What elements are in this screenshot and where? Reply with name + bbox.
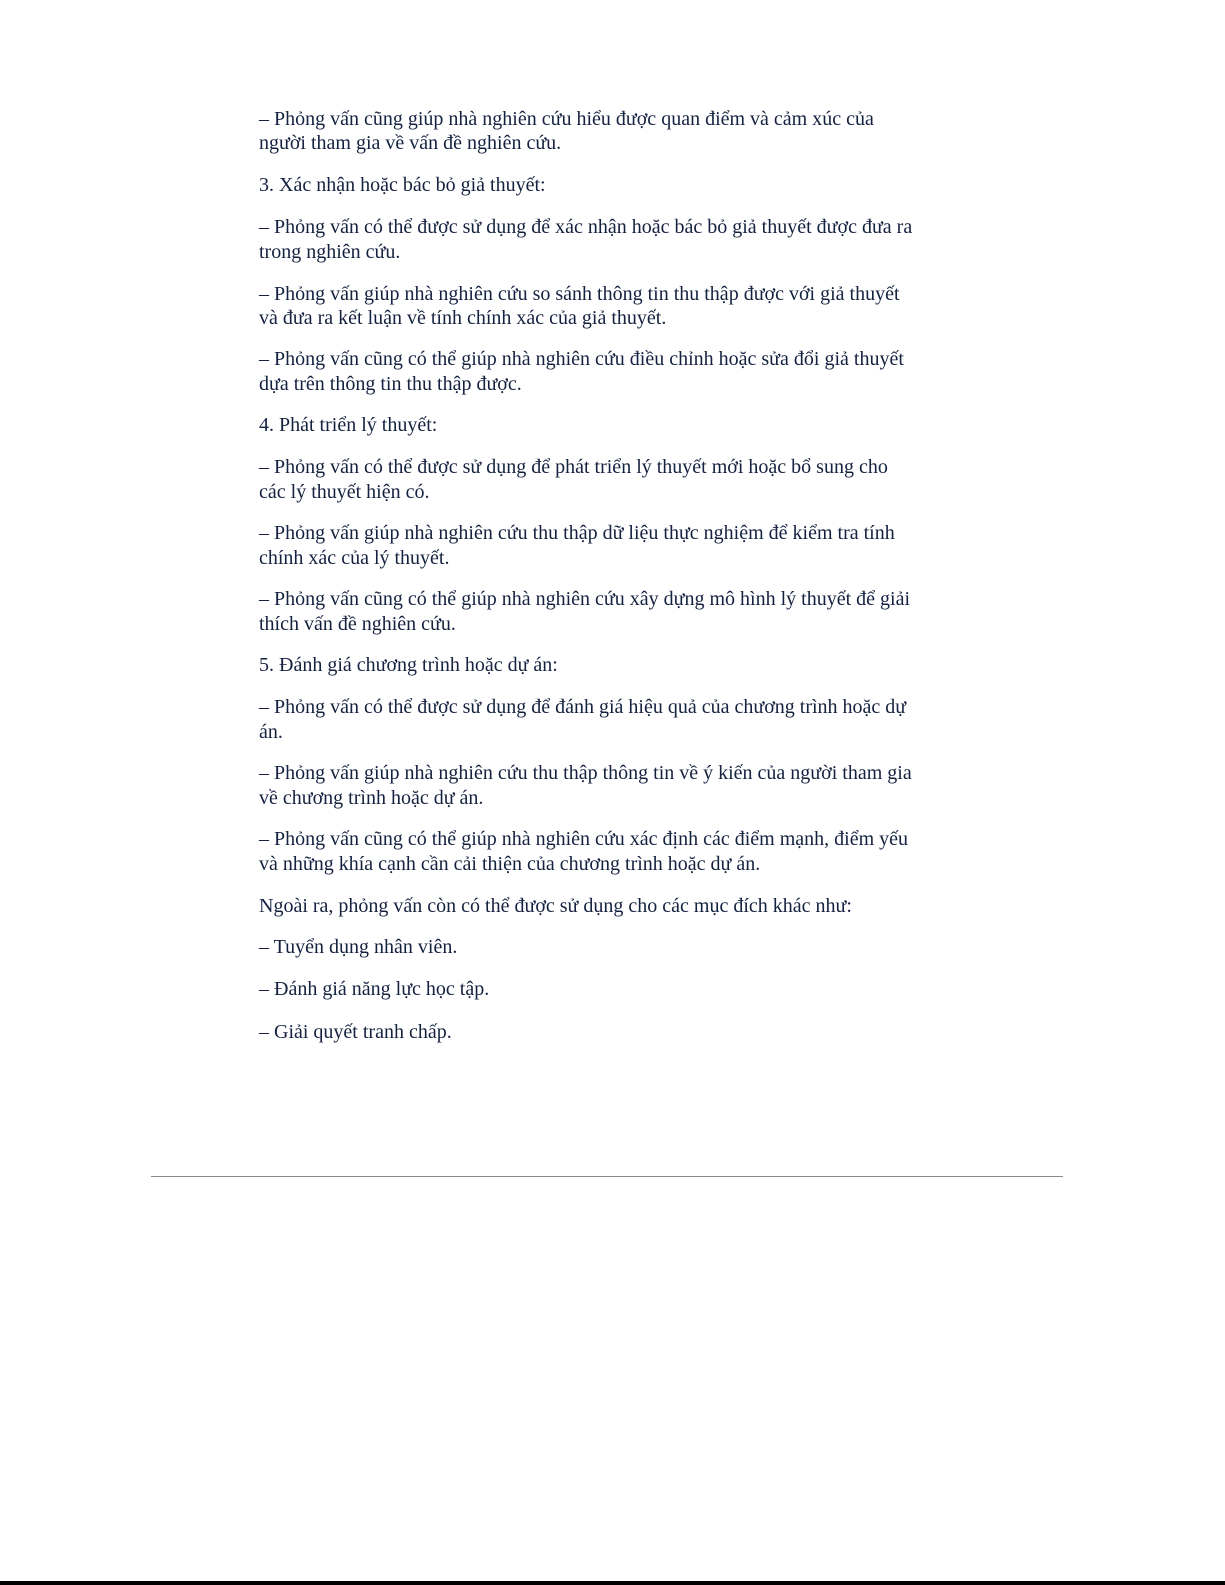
text-line: – Phỏng vấn có thể được sử dụng để đánh giá hiệu quả của chương trình hoặc dự <box>259 696 907 718</box>
text-line: – Phỏng vấn giúp nhà nghiên cứu thu thập thông tin về ý kiến của người tham gia <box>259 762 912 784</box>
text-line: dựa trên thông tin thu thập được. <box>259 373 522 395</box>
text-line: – Phỏng vấn giúp nhà nghiên cứu thu thập dữ liệu thực nghiệm để kiểm tra tính <box>259 522 895 544</box>
text-line: về chương trình hoặc dự án. <box>259 787 484 809</box>
section-heading: 5. Đánh giá chương trình hoặc dự án: <box>259 654 558 676</box>
section-heading: 4. Phát triển lý thuyết: <box>259 414 438 436</box>
text-line: trong nghiên cứu. <box>259 241 401 263</box>
text-line: chính xác của lý thuyết. <box>259 547 450 569</box>
text-line: Ngoài ra, phỏng vấn còn có thể được sử dụng cho các mục đích khác như: <box>259 895 852 917</box>
list-item: – Tuyển dụng nhân viên. <box>259 936 458 958</box>
text-line: – Phỏng vấn cũng có thể giúp nhà nghiên cứu điều chỉnh hoặc sửa đổi giả thuyết <box>259 348 904 370</box>
text-line: – Phỏng vấn cũng có thể giúp nhà nghiên cứu xây dựng mô hình lý thuyết để giải <box>259 588 911 610</box>
text-line: người tham gia về vấn đề nghiên cứu. <box>259 132 562 154</box>
text-line: án. <box>259 721 283 743</box>
text-line: – Phỏng vấn giúp nhà nghiên cứu so sánh thông tin thu thập được với giả thuyết <box>259 283 900 305</box>
text-line: – Phỏng vấn có thể được sử dụng để phát triển lý thuyết mới hoặc bổ sung cho <box>259 456 888 478</box>
text-line: – Phỏng vấn cũng có thể giúp nhà nghiên cứu xác định các điểm mạnh, điểm yếu <box>259 828 909 850</box>
text-line: – Phỏng vấn cũng giúp nhà nghiên cứu hiểu được quan điểm và cảm xúc của <box>259 108 874 130</box>
list-item: – Đánh giá năng lực học tập. <box>259 978 490 1000</box>
text-line: các lý thuyết hiện có. <box>259 481 430 503</box>
text-line: và những khía cạnh cần cải thiện của chương trình hoặc dự án. <box>259 853 761 875</box>
bottom-edge-bar <box>0 1581 1225 1585</box>
text-line: thích vấn đề nghiên cứu. <box>259 613 456 635</box>
text-line: – Phỏng vấn có thể được sử dụng để xác nhận hoặc bác bỏ giả thuyết được đưa ra <box>259 216 913 238</box>
text-line: và đưa ra kết luận về tính chính xác của giả thuyết. <box>259 307 667 329</box>
list-item: – Giải quyết tranh chấp. <box>259 1021 452 1043</box>
footer-divider <box>151 1176 1063 1177</box>
section-heading: 3. Xác nhận hoặc bác bỏ giả thuyết: <box>259 174 546 196</box>
